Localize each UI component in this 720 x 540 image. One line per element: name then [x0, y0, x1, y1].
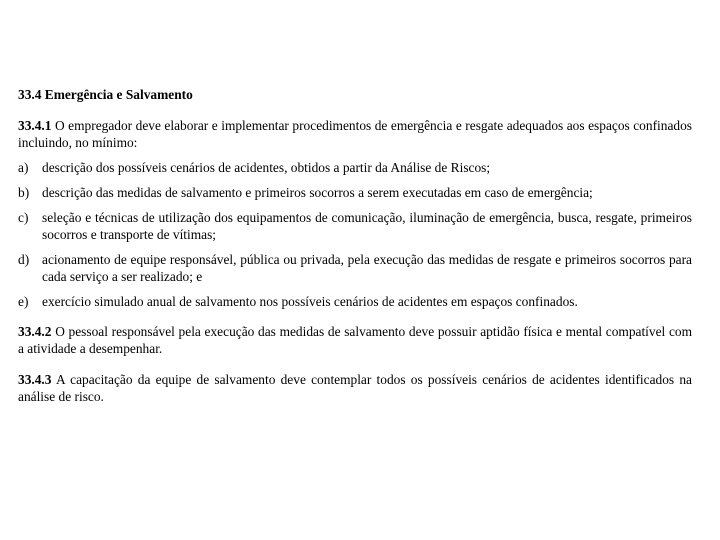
section-heading: 33.4 Emergência e Salvamento: [18, 87, 193, 102]
clause-text: O pessoal responsável pela execução das medidas de salvamento deve possuir aptidão física e mental compatível com a atividade a desempenhar.: [18, 324, 693, 356]
list-item: [18, 251, 692, 285]
clause-33-4-1: [18, 117, 692, 151]
clause-text: O empregador deve elaborar e implementar procedimentos de emergência e resgate adequados aos espaços confinados incluindo, no mínimo:: [18, 118, 692, 150]
list-item-text: descrição das medidas de salvamento e primeiros socorros a serem executadas em caso de emergência;: [42, 185, 593, 200]
clause-33-4-2: [18, 323, 692, 357]
list-item: [18, 159, 692, 176]
list-item-text: acionamento de equipe responsável, pública ou privada, pela execução das medidas de resgate e primeiros socorros para cada serviço a ser realizado; e: [42, 252, 692, 284]
clause-number: 33.4.3: [18, 372, 52, 387]
list-item-letter: a): [18, 160, 29, 175]
document-page: [18, 86, 692, 413]
list-item-letter: e): [18, 294, 29, 309]
list-item-text: exercício simulado anual de salvamento nos possíveis cenários de acidentes em espaços confinados.: [42, 294, 578, 309]
clause-number: 33.4.2: [18, 324, 52, 339]
clause-33-4-3: [18, 371, 692, 405]
list-item: [18, 293, 692, 310]
list-item: [18, 184, 692, 201]
list-item-letter: b): [18, 185, 30, 200]
list-item-text: descrição dos possíveis cenários de acidentes, obtidos a partir da Análise de Riscos;: [42, 160, 491, 175]
clause-number: 33.4.1: [18, 118, 52, 133]
list-item-letter: d): [18, 252, 30, 267]
requirements-list: [18, 159, 692, 310]
list-item-letter: c): [18, 210, 29, 225]
list-item: [18, 209, 692, 243]
list-item-text: seleção e técnicas de utilização dos equipamentos de comunicação, iluminação de emergência, busca, resgate, primeiros socorros e transporte de vítimas;: [42, 210, 692, 242]
clause-text: A capacitação da equipe de salvamento deve contemplar todos os possíveis cenários de acidentes identificados na análise de risco.: [18, 372, 692, 404]
